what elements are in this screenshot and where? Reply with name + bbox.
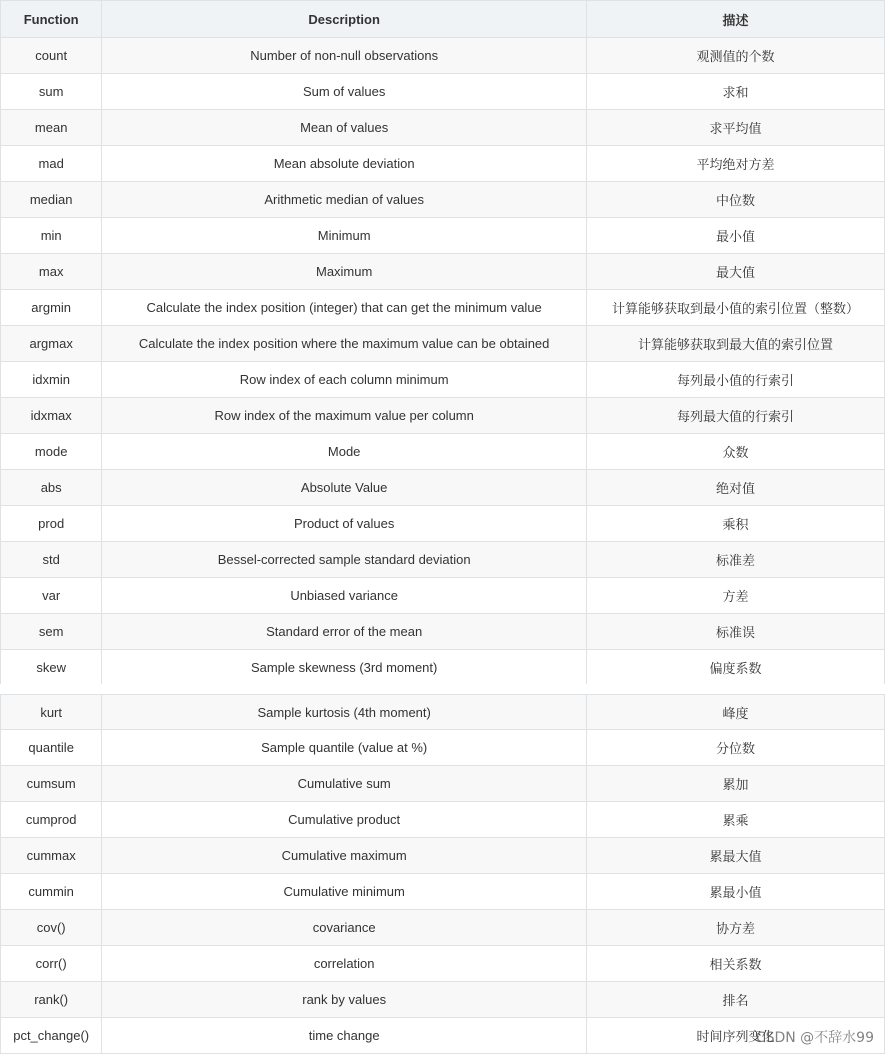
table-row xyxy=(1,874,885,910)
cell-description: Row index of the maximum value per column xyxy=(102,398,587,434)
cell-description-zh: 峰度 xyxy=(586,695,884,730)
cell-description: Row index of each column minimum xyxy=(102,362,587,398)
cell-description: Cumulative minimum xyxy=(102,874,587,910)
cell-function: mode xyxy=(1,434,102,470)
table-row xyxy=(1,326,885,362)
cell-function: rank() xyxy=(1,982,102,1018)
cell-description-zh: 方差 xyxy=(586,578,884,614)
cell-description-zh: 相关系数 xyxy=(586,946,884,982)
cell-description: Mode xyxy=(102,434,587,470)
cell-description-zh: 求平均值 xyxy=(586,110,884,146)
table-row xyxy=(1,398,885,434)
cell-function: kurt xyxy=(1,695,102,730)
functions-table-part-2 xyxy=(0,694,885,1054)
table-row xyxy=(1,838,885,874)
table-row xyxy=(1,506,885,542)
cell-description-zh: 时间序列变化 xyxy=(586,1018,884,1054)
cell-function: cumsum xyxy=(1,766,102,802)
table-row xyxy=(1,614,885,650)
cell-description-zh: 观测值的个数 xyxy=(586,38,884,74)
cell-description-zh: 协方差 xyxy=(586,910,884,946)
cell-description-zh: 乘积 xyxy=(586,506,884,542)
cell-description-zh: 平均绝对方差 xyxy=(586,146,884,182)
table-row xyxy=(1,290,885,326)
cell-description: Mean of values xyxy=(102,110,587,146)
cell-description-zh: 排名 xyxy=(586,982,884,1018)
cell-description: correlation xyxy=(102,946,587,982)
cell-description-zh: 累最大值 xyxy=(586,838,884,874)
header-description: Description xyxy=(102,1,587,38)
cell-description: Bessel-corrected sample standard deviation xyxy=(102,542,587,578)
table-row xyxy=(1,110,885,146)
cell-description-zh: 计算能够获取到最大值的索引位置 xyxy=(586,326,884,362)
cell-function: cummax xyxy=(1,838,102,874)
cell-function: argmin xyxy=(1,290,102,326)
cell-description-zh: 众数 xyxy=(586,434,884,470)
cell-description: Calculate the index position where the maximum value can be obtained xyxy=(102,326,587,362)
cell-description-zh: 分位数 xyxy=(586,730,884,766)
table-row xyxy=(1,362,885,398)
cell-description: Sum of values xyxy=(102,74,587,110)
cell-description-zh: 累乘 xyxy=(586,802,884,838)
cell-function: cummin xyxy=(1,874,102,910)
table-row xyxy=(1,946,885,982)
cell-function: cumprod xyxy=(1,802,102,838)
table-row xyxy=(1,578,885,614)
header-function: Function xyxy=(1,1,102,38)
cell-description-zh: 每列最小值的行索引 xyxy=(586,362,884,398)
table-row xyxy=(1,802,885,838)
table-row xyxy=(1,695,885,730)
cell-description: covariance xyxy=(102,910,587,946)
cell-function: prod xyxy=(1,506,102,542)
cell-description: Minimum xyxy=(102,218,587,254)
cell-description-zh: 累加 xyxy=(586,766,884,802)
cell-description: Maximum xyxy=(102,254,587,290)
cell-description: rank by values xyxy=(102,982,587,1018)
cell-function: mean xyxy=(1,110,102,146)
cell-description-zh: 最大值 xyxy=(586,254,884,290)
cell-function: sem xyxy=(1,614,102,650)
cell-function: pct_change() xyxy=(1,1018,102,1054)
cell-description-zh: 绝对值 xyxy=(586,470,884,506)
cell-description-zh: 标准误 xyxy=(586,614,884,650)
table-row xyxy=(1,542,885,578)
table-row xyxy=(1,254,885,290)
cell-description: Unbiased variance xyxy=(102,578,587,614)
cell-description: Sample kurtosis (4th moment) xyxy=(102,695,587,730)
cell-function: idxmin xyxy=(1,362,102,398)
cell-function: idxmax xyxy=(1,398,102,434)
cell-description: Standard error of the mean xyxy=(102,614,587,650)
cell-description: time change xyxy=(102,1018,587,1054)
cell-function: count xyxy=(1,38,102,74)
cell-function: cov() xyxy=(1,910,102,946)
table-row xyxy=(1,982,885,1018)
cell-function: median xyxy=(1,182,102,218)
cell-function: quantile xyxy=(1,730,102,766)
cell-function: sum xyxy=(1,74,102,110)
table-row xyxy=(1,218,885,254)
cell-description-zh: 每列最大值的行索引 xyxy=(586,398,884,434)
cell-description: Mean absolute deviation xyxy=(102,146,587,182)
cell-description-zh: 求和 xyxy=(586,74,884,110)
table-row xyxy=(1,650,885,686)
cell-function: max xyxy=(1,254,102,290)
cell-function: std xyxy=(1,542,102,578)
table-row xyxy=(1,146,885,182)
cell-description: Arithmetic median of values xyxy=(102,182,587,218)
cell-function: argmax xyxy=(1,326,102,362)
cell-function: abs xyxy=(1,470,102,506)
cell-description-zh: 计算能够获取到最小值的索引位置（整数） xyxy=(586,290,884,326)
table-row xyxy=(1,182,885,218)
table-row xyxy=(1,730,885,766)
cell-description: Product of values xyxy=(102,506,587,542)
cell-function: skew xyxy=(1,650,102,686)
cell-description-zh: 中位数 xyxy=(586,182,884,218)
cell-description: Cumulative sum xyxy=(102,766,587,802)
cell-description-zh: 标准差 xyxy=(586,542,884,578)
table-row xyxy=(1,38,885,74)
cell-function: corr() xyxy=(1,946,102,982)
table-row xyxy=(1,1018,885,1054)
table-row xyxy=(1,766,885,802)
page-break-gap xyxy=(0,684,888,694)
cell-description-zh: 最小值 xyxy=(586,218,884,254)
cell-description: Sample quantile (value at %) xyxy=(102,730,587,766)
cell-function: var xyxy=(1,578,102,614)
cell-function: mad xyxy=(1,146,102,182)
cell-description: Cumulative maximum xyxy=(102,838,587,874)
table-row xyxy=(1,74,885,110)
cell-description-zh: 累最小值 xyxy=(586,874,884,910)
table-header-row xyxy=(1,1,885,38)
table-row xyxy=(1,434,885,470)
cell-description: Sample skewness (3rd moment) xyxy=(102,650,587,686)
cell-description: Number of non-null observations xyxy=(102,38,587,74)
cell-description-zh: 偏度系数 xyxy=(586,650,884,686)
cell-function: min xyxy=(1,218,102,254)
cell-description: Absolute Value xyxy=(102,470,587,506)
table-row xyxy=(1,470,885,506)
cell-description: Calculate the index position (integer) that can get the minimum value xyxy=(102,290,587,326)
cell-description: Cumulative product xyxy=(102,802,587,838)
table-row xyxy=(1,910,885,946)
header-description-zh: 描述 xyxy=(586,1,884,38)
watermark: CSDN @不辞水99 xyxy=(755,1030,874,1046)
